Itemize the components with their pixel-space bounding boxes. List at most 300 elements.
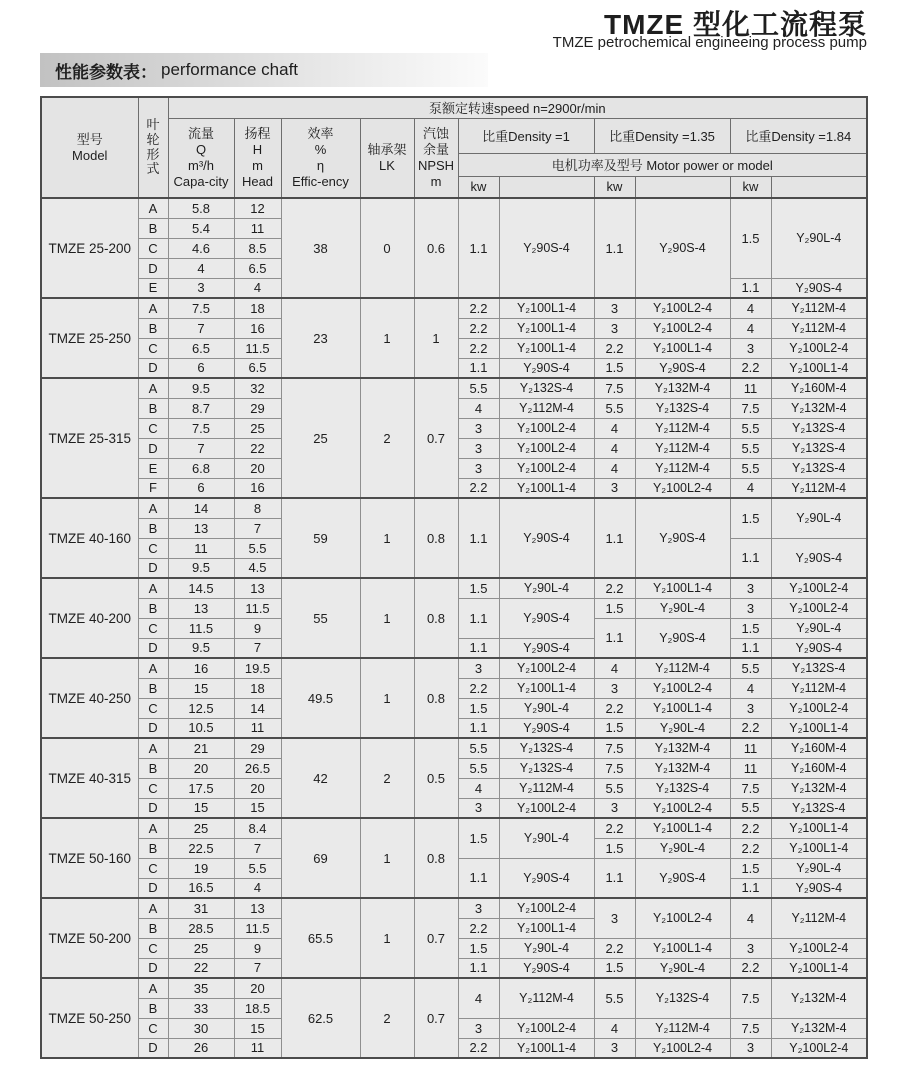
motor-model-cell: Y₂132S-4 — [771, 798, 867, 818]
header-motor-model-1 — [499, 176, 594, 198]
impeller-type-cell: C — [138, 618, 168, 638]
motor-model-cell: Y₂100L1-4 — [499, 1038, 594, 1058]
header-capacity: 流量 Q m³/h Capa-city — [168, 118, 234, 198]
impeller-type-cell: B — [138, 838, 168, 858]
impeller-type-cell: A — [138, 298, 168, 318]
impeller-type-cell: D — [138, 878, 168, 898]
motor-kw-cell: 1.5 — [458, 698, 499, 718]
motor-kw-cell: 1.1 — [458, 358, 499, 378]
impeller-type-cell: D — [138, 718, 168, 738]
bearing-bracket-cell: 1 — [360, 898, 414, 978]
impeller-type-cell: C — [138, 238, 168, 258]
head-cell: 11 — [234, 218, 281, 238]
bearing-bracket-cell: 2 — [360, 378, 414, 498]
impeller-type-cell: C — [138, 858, 168, 878]
motor-kw-cell: 7.5 — [594, 758, 635, 778]
motor-kw-cell: 1.5 — [594, 718, 635, 738]
capacity-cell: 9.5 — [168, 638, 234, 658]
table-row — [41, 378, 867, 398]
model-cell: TMZE 40-315 — [41, 738, 138, 818]
capacity-cell: 4.6 — [168, 238, 234, 258]
impeller-type-cell: E — [138, 278, 168, 298]
capacity-cell: 30 — [168, 1018, 234, 1038]
head-cell: 18 — [234, 298, 281, 318]
motor-kw-cell: 5.5 — [458, 738, 499, 758]
motor-model-cell: Y₂100L1-4 — [635, 818, 730, 838]
motor-model-cell: Y₂90L-4 — [635, 598, 730, 618]
head-cell: 11.5 — [234, 918, 281, 938]
header-efficiency: 效率 % η Effic-ency — [281, 118, 360, 198]
motor-kw-cell: 7.5 — [730, 978, 771, 1018]
motor-model-cell: Y₂100L2-4 — [635, 1038, 730, 1058]
motor-model-cell: Y₂90L-4 — [499, 938, 594, 958]
capacity-cell: 22.5 — [168, 838, 234, 858]
head-cell: 7 — [234, 838, 281, 858]
head-cell: 32 — [234, 378, 281, 398]
header-model — [41, 97, 138, 198]
motor-model-cell: Y₂90S-4 — [771, 278, 867, 298]
motor-model-cell: Y₂90S-4 — [771, 638, 867, 658]
motor-model-cell: Y₂90S-4 — [499, 638, 594, 658]
motor-model-cell: Y₂132S-4 — [771, 658, 867, 678]
head-cell: 9 — [234, 938, 281, 958]
motor-kw-cell: 3 — [594, 318, 635, 338]
npsh-cell: 0.6 — [414, 198, 458, 298]
head-cell: 26.5 — [234, 758, 281, 778]
motor-model-cell: Y₂132S-4 — [499, 738, 594, 758]
motor-kw-cell: 1.1 — [458, 638, 499, 658]
table-row — [41, 578, 867, 598]
motor-model-cell: Y₂112M-4 — [771, 298, 867, 318]
head-cell: 6.5 — [234, 258, 281, 278]
motor-kw-cell: 1.1 — [594, 498, 635, 578]
efficiency-cell: 62.5 — [281, 978, 360, 1058]
motor-kw-cell: 1.1 — [730, 638, 771, 658]
motor-kw-cell: 4 — [594, 418, 635, 438]
motor-kw-cell: 3 — [594, 298, 635, 318]
motor-kw-cell: 1.5 — [458, 578, 499, 598]
motor-kw-cell: 7.5 — [730, 398, 771, 418]
motor-model-cell: Y₂132M-4 — [771, 1018, 867, 1038]
impeller-type-cell: D — [138, 558, 168, 578]
npsh-cell: 0.8 — [414, 818, 458, 898]
motor-kw-cell: 5.5 — [458, 758, 499, 778]
motor-kw-cell: 1.5 — [594, 958, 635, 978]
motor-model-cell: Y₂90S-4 — [499, 958, 594, 978]
motor-model-cell: Y₂132M-4 — [771, 978, 867, 1018]
capacity-cell: 12.5 — [168, 698, 234, 718]
motor-kw-cell: 3 — [458, 658, 499, 678]
npsh-cell: 0.7 — [414, 978, 458, 1058]
page-title-en: TMZE petrochemical engineeing process pump — [552, 34, 867, 51]
model-cell: TMZE 40-160 — [41, 498, 138, 578]
page-title-zh: TMZE 型化工流程泵 — [604, 9, 867, 40]
motor-kw-cell: 4 — [730, 478, 771, 498]
motor-model-cell: Y₂90L-4 — [771, 618, 867, 638]
motor-model-cell: Y₂112M-4 — [635, 458, 730, 478]
motor-kw-cell: 2.2 — [730, 718, 771, 738]
motor-model-cell: Y₂100L2-4 — [771, 598, 867, 618]
motor-model-cell: Y₂100L2-4 — [499, 898, 594, 918]
motor-kw-cell: 5.5 — [730, 418, 771, 438]
motor-model-cell: Y₂90S-4 — [635, 618, 730, 658]
model-cell: TMZE 25-250 — [41, 298, 138, 378]
head-cell: 15 — [234, 798, 281, 818]
capacity-cell: 16.5 — [168, 878, 234, 898]
motor-model-cell: Y₂160M-4 — [771, 738, 867, 758]
capacity-cell: 14 — [168, 498, 234, 518]
capacity-cell: 15 — [168, 678, 234, 698]
head-cell: 15 — [234, 1018, 281, 1038]
capacity-cell: 20 — [168, 758, 234, 778]
impeller-type-cell: C — [138, 338, 168, 358]
npsh-cell: 0.8 — [414, 498, 458, 578]
impeller-type-cell: A — [138, 578, 168, 598]
motor-kw-cell: 1.1 — [730, 878, 771, 898]
header-kw-1: kw — [458, 176, 499, 198]
motor-model-cell: Y₂90S-4 — [771, 878, 867, 898]
head-cell: 18 — [234, 678, 281, 698]
capacity-cell: 11 — [168, 538, 234, 558]
motor-kw-cell: 3 — [458, 898, 499, 918]
impeller-type-cell: A — [138, 198, 168, 218]
motor-model-cell: Y₂100L1-4 — [635, 338, 730, 358]
motor-kw-cell: 3 — [594, 898, 635, 938]
motor-kw-cell: 3 — [730, 578, 771, 598]
motor-model-cell: Y₂90S-4 — [499, 198, 594, 298]
impeller-type-cell: C — [138, 778, 168, 798]
motor-model-cell: Y₂90S-4 — [499, 598, 594, 638]
motor-kw-cell: 4 — [730, 898, 771, 938]
motor-kw-cell: 3 — [730, 1038, 771, 1058]
impeller-type-cell: D — [138, 258, 168, 278]
impeller-type-cell: C — [138, 538, 168, 558]
capacity-cell: 7.5 — [168, 298, 234, 318]
table-body — [41, 198, 867, 1058]
motor-model-cell: Y₂132M-4 — [635, 738, 730, 758]
header-density-135: 比重Density =1.35 — [594, 118, 730, 153]
head-cell: 14 — [234, 698, 281, 718]
motor-model-cell: Y₂100L1-4 — [499, 298, 594, 318]
impeller-type-cell: B — [138, 398, 168, 418]
head-cell: 12 — [234, 198, 281, 218]
motor-model-cell: Y₂132S-4 — [635, 978, 730, 1018]
efficiency-cell: 23 — [281, 298, 360, 378]
table-row — [41, 738, 867, 758]
impeller-type-cell: B — [138, 218, 168, 238]
motor-kw-cell: 2.2 — [458, 678, 499, 698]
model-cell: TMZE 25-200 — [41, 198, 138, 298]
impeller-type-cell: B — [138, 678, 168, 698]
motor-model-cell: Y₂90S-4 — [635, 498, 730, 578]
motor-kw-cell: 3 — [458, 798, 499, 818]
motor-kw-cell: 5.5 — [730, 438, 771, 458]
motor-kw-cell: 1.1 — [594, 198, 635, 298]
motor-kw-cell: 3 — [594, 478, 635, 498]
motor-kw-cell: 3 — [730, 938, 771, 958]
capacity-cell: 6 — [168, 358, 234, 378]
motor-model-cell: Y₂90L-4 — [771, 858, 867, 878]
motor-model-cell: Y₂90S-4 — [635, 358, 730, 378]
impeller-type-cell: F — [138, 478, 168, 498]
motor-model-cell: Y₂100L1-4 — [499, 918, 594, 938]
motor-kw-cell: 3 — [730, 698, 771, 718]
head-cell: 16 — [234, 478, 281, 498]
efficiency-cell: 69 — [281, 818, 360, 898]
motor-kw-cell: 11 — [730, 378, 771, 398]
capacity-cell: 21 — [168, 738, 234, 758]
head-cell: 11.5 — [234, 598, 281, 618]
capacity-cell: 19 — [168, 858, 234, 878]
motor-kw-cell: 1.1 — [458, 598, 499, 638]
header-bearing-bracket: 轴承架 LK — [360, 118, 414, 198]
efficiency-cell: 65.5 — [281, 898, 360, 978]
model-cell: TMZE 50-250 — [41, 978, 138, 1058]
motor-model-cell: Y₂132S-4 — [771, 418, 867, 438]
model-cell: TMZE 40-250 — [41, 658, 138, 738]
motor-kw-cell: 5.5 — [730, 658, 771, 678]
motor-kw-cell: 7.5 — [594, 738, 635, 758]
header-rated-speed: 泵额定转速speed n=2900r/min — [168, 97, 867, 118]
head-cell: 20 — [234, 458, 281, 478]
motor-kw-cell: 11 — [730, 758, 771, 778]
efficiency-cell: 49.5 — [281, 658, 360, 738]
motor-model-cell: Y₂100L2-4 — [635, 678, 730, 698]
motor-model-cell: Y₂100L2-4 — [635, 318, 730, 338]
header-density-1: 比重Density =1 — [458, 118, 594, 153]
model-cell: TMZE 40-200 — [41, 578, 138, 658]
impeller-type-cell: B — [138, 758, 168, 778]
table-row — [41, 498, 867, 518]
bearing-bracket-cell: 1 — [360, 578, 414, 658]
motor-kw-cell: 1.5 — [458, 938, 499, 958]
motor-kw-cell: 1.5 — [594, 838, 635, 858]
head-cell: 19.5 — [234, 658, 281, 678]
impeller-type-cell: B — [138, 518, 168, 538]
motor-model-cell: Y₂132S-4 — [635, 398, 730, 418]
motor-kw-cell: 2.2 — [730, 838, 771, 858]
motor-model-cell: Y₂100L2-4 — [635, 798, 730, 818]
motor-kw-cell: 3 — [458, 438, 499, 458]
capacity-cell: 31 — [168, 898, 234, 918]
motor-model-cell: Y₂132M-4 — [635, 758, 730, 778]
head-cell: 4.5 — [234, 558, 281, 578]
head-cell: 9 — [234, 618, 281, 638]
motor-model-cell: Y₂90S-4 — [499, 498, 594, 578]
motor-model-cell: Y₂100L1-4 — [635, 938, 730, 958]
motor-kw-cell: 4 — [730, 678, 771, 698]
motor-model-cell: Y₂100L2-4 — [771, 698, 867, 718]
header-motor-model-3 — [771, 176, 867, 198]
head-cell: 8.4 — [234, 818, 281, 838]
capacity-cell: 6 — [168, 478, 234, 498]
motor-kw-cell: 5.5 — [730, 798, 771, 818]
motor-kw-cell: 2.2 — [458, 478, 499, 498]
capacity-cell: 14.5 — [168, 578, 234, 598]
model-cell: TMZE 50-160 — [41, 818, 138, 898]
impeller-type-cell: D — [138, 798, 168, 818]
motor-kw-cell: 2.2 — [458, 318, 499, 338]
capacity-cell: 11.5 — [168, 618, 234, 638]
head-cell: 13 — [234, 898, 281, 918]
motor-model-cell: Y₂132M-4 — [771, 778, 867, 798]
motor-kw-cell: 2.2 — [458, 298, 499, 318]
motor-kw-cell: 11 — [730, 738, 771, 758]
motor-model-cell: Y₂112M-4 — [635, 658, 730, 678]
motor-kw-cell: 7.5 — [594, 378, 635, 398]
motor-model-cell: Y₂100L1-4 — [771, 818, 867, 838]
head-cell: 8 — [234, 498, 281, 518]
npsh-cell: 0.8 — [414, 578, 458, 658]
head-cell: 22 — [234, 438, 281, 458]
header-motor-power: 电机功率及型号 Motor power or model — [458, 153, 867, 176]
capacity-cell: 16 — [168, 658, 234, 678]
capacity-cell: 13 — [168, 518, 234, 538]
motor-kw-cell: 3 — [594, 1038, 635, 1058]
motor-model-cell: Y₂100L2-4 — [499, 798, 594, 818]
motor-kw-cell: 4 — [458, 778, 499, 798]
bearing-bracket-cell: 0 — [360, 198, 414, 298]
motor-model-cell: Y₂112M-4 — [771, 678, 867, 698]
motor-model-cell: Y₂90S-4 — [499, 718, 594, 738]
motor-kw-cell: 1.5 — [594, 598, 635, 618]
motor-kw-cell: 1.5 — [730, 618, 771, 638]
motor-model-cell: Y₂112M-4 — [499, 398, 594, 418]
motor-model-cell: Y₂100L2-4 — [499, 1018, 594, 1038]
capacity-cell: 33 — [168, 998, 234, 1018]
motor-model-cell: Y₂100L1-4 — [499, 338, 594, 358]
capacity-cell: 7 — [168, 318, 234, 338]
motor-model-cell: Y₂90S-4 — [499, 858, 594, 898]
impeller-type-cell: A — [138, 818, 168, 838]
table-row — [41, 818, 867, 838]
impeller-type-cell: A — [138, 658, 168, 678]
motor-kw-cell: 3 — [458, 458, 499, 478]
motor-kw-cell: 2.2 — [594, 818, 635, 838]
bearing-bracket-cell: 1 — [360, 498, 414, 578]
efficiency-cell: 59 — [281, 498, 360, 578]
motor-model-cell: Y₂100L2-4 — [499, 418, 594, 438]
header-density-184: 比重Density =1.84 — [730, 118, 867, 153]
head-cell: 5.5 — [234, 538, 281, 558]
motor-kw-cell: 3 — [458, 1018, 499, 1038]
motor-kw-cell: 5.5 — [458, 378, 499, 398]
impeller-type-cell: B — [138, 318, 168, 338]
motor-model-cell: Y₂90S-4 — [771, 538, 867, 578]
capacity-cell: 22 — [168, 958, 234, 978]
head-cell: 11 — [234, 1038, 281, 1058]
motor-kw-cell: 4 — [458, 398, 499, 418]
motor-model-cell: Y₂100L2-4 — [635, 298, 730, 318]
motor-kw-cell: 2.2 — [730, 958, 771, 978]
motor-model-cell: Y₂90S-4 — [635, 858, 730, 898]
motor-kw-cell: 4 — [594, 458, 635, 478]
section-heading — [40, 53, 488, 87]
motor-model-cell: Y₂90L-4 — [635, 838, 730, 858]
motor-kw-cell: 2.2 — [594, 698, 635, 718]
motor-kw-cell: 3 — [594, 678, 635, 698]
npsh-cell: 0.7 — [414, 898, 458, 978]
motor-model-cell: Y₂160M-4 — [771, 378, 867, 398]
impeller-type-cell: D — [138, 638, 168, 658]
motor-kw-cell: 3 — [458, 418, 499, 438]
motor-kw-cell: 1.5 — [458, 818, 499, 858]
motor-kw-cell: 2.2 — [594, 338, 635, 358]
motor-model-cell: Y₂100L2-4 — [499, 658, 594, 678]
motor-model-cell: Y₂112M-4 — [499, 978, 594, 1018]
capacity-cell: 9.5 — [168, 558, 234, 578]
motor-kw-cell: 4 — [730, 298, 771, 318]
impeller-type-cell: A — [138, 498, 168, 518]
motor-model-cell: Y₂100L2-4 — [499, 438, 594, 458]
impeller-type-cell: D — [138, 358, 168, 378]
impeller-type-cell: D — [138, 1038, 168, 1058]
head-cell: 11.5 — [234, 338, 281, 358]
motor-kw-cell: 3 — [730, 598, 771, 618]
motor-kw-cell: 7.5 — [730, 1018, 771, 1038]
motor-model-cell: Y₂100L1-4 — [771, 718, 867, 738]
motor-model-cell: Y₂100L1-4 — [499, 678, 594, 698]
bearing-bracket-cell: 2 — [360, 738, 414, 818]
motor-kw-cell: 2.2 — [730, 818, 771, 838]
table-row — [41, 978, 867, 998]
motor-model-cell: Y₂100L2-4 — [499, 458, 594, 478]
impeller-type-cell: C — [138, 1018, 168, 1038]
table-row — [41, 658, 867, 678]
header-kw-3: kw — [730, 176, 771, 198]
motor-model-cell: Y₂100L1-4 — [635, 698, 730, 718]
motor-model-cell: Y₂90S-4 — [499, 358, 594, 378]
impeller-type-cell: D — [138, 438, 168, 458]
head-cell: 6.5 — [234, 358, 281, 378]
motor-model-cell: Y₂132M-4 — [635, 378, 730, 398]
motor-model-cell: Y₂100L2-4 — [635, 478, 730, 498]
impeller-type-cell: B — [138, 998, 168, 1018]
motor-kw-cell: 1.1 — [458, 198, 499, 298]
capacity-cell: 25 — [168, 938, 234, 958]
motor-model-cell: Y₂90S-4 — [635, 198, 730, 298]
capacity-cell: 4 — [168, 258, 234, 278]
efficiency-cell: 38 — [281, 198, 360, 298]
performance-table — [40, 96, 868, 1059]
head-cell: 13 — [234, 578, 281, 598]
motor-model-cell: Y₂112M-4 — [635, 438, 730, 458]
head-cell: 4 — [234, 278, 281, 298]
capacity-cell: 10.5 — [168, 718, 234, 738]
motor-kw-cell: 2.2 — [458, 338, 499, 358]
motor-model-cell: Y₂100L2-4 — [771, 338, 867, 358]
motor-model-cell: Y₂90L-4 — [635, 718, 730, 738]
impeller-type-cell: C — [138, 418, 168, 438]
motor-kw-cell: 5.5 — [730, 458, 771, 478]
head-cell: 7 — [234, 958, 281, 978]
motor-kw-cell: 3 — [594, 798, 635, 818]
motor-kw-cell: 1.5 — [730, 858, 771, 878]
header-model-zh: 型号 — [76, 131, 103, 147]
motor-model-cell: Y₂100L1-4 — [771, 958, 867, 978]
head-cell: 16 — [234, 318, 281, 338]
motor-model-cell: Y₂112M-4 — [771, 478, 867, 498]
capacity-cell: 8.7 — [168, 398, 234, 418]
capacity-cell: 26 — [168, 1038, 234, 1058]
motor-kw-cell: 1.1 — [458, 958, 499, 978]
head-cell: 5.5 — [234, 858, 281, 878]
motor-model-cell: Y₂112M-4 — [635, 418, 730, 438]
motor-model-cell: Y₂132S-4 — [771, 438, 867, 458]
motor-kw-cell: 1.1 — [458, 858, 499, 898]
motor-model-cell: Y₂100L1-4 — [499, 478, 594, 498]
bearing-bracket-cell: 1 — [360, 658, 414, 738]
